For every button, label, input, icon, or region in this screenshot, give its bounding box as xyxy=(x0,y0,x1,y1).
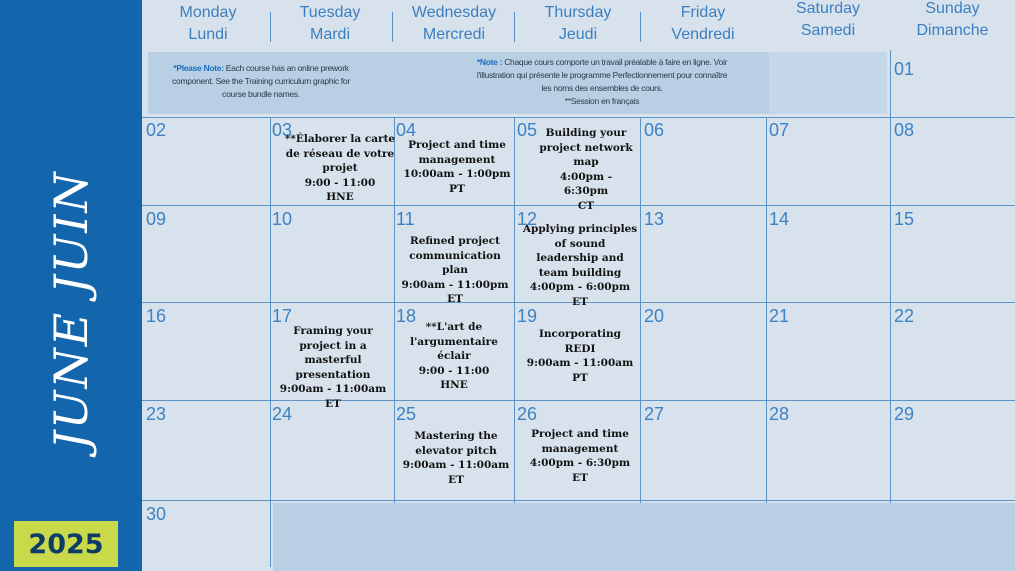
event-time: 9:00am - 11:00am xyxy=(526,357,634,369)
sidebar xyxy=(0,0,142,571)
event-title: Framing your project in a masterful presentation xyxy=(293,325,373,381)
event-timezone: ET xyxy=(572,471,588,484)
grid-line xyxy=(766,117,767,503)
event-title: **L'art de l'argumentaire éclair xyxy=(410,321,498,362)
event-title: Project and time management xyxy=(408,139,506,166)
year-badge: 2025 xyxy=(14,521,118,567)
date-number: 13 xyxy=(644,209,665,229)
header-separator xyxy=(514,12,515,42)
event-jun-18[interactable] xyxy=(398,320,510,393)
header-monday xyxy=(148,0,268,50)
event-title: Applying principles of sound leadership and team building xyxy=(522,223,638,279)
event-timezone: CT xyxy=(577,199,595,212)
date-number: 01 xyxy=(894,59,915,79)
date-number: 04 xyxy=(396,120,417,140)
date-number: 21 xyxy=(769,306,790,326)
header-en: Friday xyxy=(680,4,726,21)
event-timezone: HNE xyxy=(440,379,468,391)
event-time: 4:00pm - 6:30pm xyxy=(529,457,631,469)
note-label: *Note : xyxy=(476,57,503,67)
month-label: JUNE JUIN xyxy=(44,170,98,450)
header-separator xyxy=(270,12,271,42)
date-number: 17 xyxy=(272,306,293,326)
header-fr: Vendredi xyxy=(671,26,735,43)
event-timezone: HNE xyxy=(326,191,354,203)
calendar-grid xyxy=(142,0,1015,571)
header-separator xyxy=(640,12,641,42)
header-separator xyxy=(392,12,393,42)
event-jun-11[interactable] xyxy=(398,234,512,307)
date-number: 06 xyxy=(644,120,665,140)
event-time: 9:00am - 11:00am xyxy=(402,459,510,471)
header-fr: Mercredi xyxy=(422,26,486,43)
event-jun-25[interactable] xyxy=(400,429,512,487)
date-number: 29 xyxy=(894,404,915,424)
event-time: 4:00pm - 6:00pm xyxy=(529,281,631,293)
date-number: 30 xyxy=(146,504,167,524)
header-fr: Mardi xyxy=(309,26,350,43)
date-number: 18 xyxy=(396,306,417,326)
event-jun-12[interactable] xyxy=(522,222,638,309)
event-timezone: PT xyxy=(449,182,465,195)
event-title: Building your project network map xyxy=(539,127,633,168)
header-en: Monday xyxy=(179,4,237,21)
notes-band-saturday xyxy=(769,52,887,114)
date-number: 28 xyxy=(769,404,790,424)
event-jun-19[interactable] xyxy=(522,327,638,385)
date-number: 02 xyxy=(146,120,167,140)
event-jun-05[interactable] xyxy=(536,126,636,213)
event-time: 9:00am - 11:00am ET xyxy=(279,383,387,410)
date-number: 07 xyxy=(769,120,790,140)
event-title: Refined project communication plan xyxy=(409,235,501,276)
event-timezone: ET xyxy=(447,293,463,305)
event-title: **Élaborer la carte de réseau de votre projet xyxy=(284,133,396,174)
date-number: 20 xyxy=(644,306,665,326)
header-fr: Dimanche xyxy=(916,22,989,39)
date-number: 19 xyxy=(517,306,538,326)
note-text: Chaque cours comporte un travail préalable à faire en ligne. Voir l'illustration qui présente le programme Perfectionnement pour connaître les noms des ensembles de cours. xyxy=(476,57,728,93)
event-title: Incorporating REDI xyxy=(539,328,621,355)
header-wednesday xyxy=(392,0,516,50)
date-number: 26 xyxy=(517,404,538,424)
header-tuesday xyxy=(268,0,392,50)
header-thursday xyxy=(516,0,640,50)
event-time: 4:00pm - 6:30pm xyxy=(559,170,613,197)
date-number: 24 xyxy=(272,404,293,424)
note-french xyxy=(472,56,732,108)
date-number: 14 xyxy=(769,209,790,229)
grid-line xyxy=(640,117,641,503)
date-number: 08 xyxy=(894,120,915,140)
header-en: Sunday xyxy=(925,0,980,17)
date-number: 09 xyxy=(146,209,167,229)
note-english xyxy=(162,62,360,101)
note-label: *Please Note: xyxy=(173,63,224,73)
event-title: Mastering the elevator pitch xyxy=(414,430,498,457)
event-time: 9:00 - 11:00 xyxy=(304,176,376,189)
grid-line xyxy=(514,117,515,503)
date-number: 22 xyxy=(894,306,915,326)
note-text: Each course has an online prework component. See the Training curriculum graphic for course bundle names. xyxy=(172,63,350,99)
date-number: 10 xyxy=(272,209,293,229)
grid-line xyxy=(270,117,271,567)
header-fr: Samedi xyxy=(800,22,856,39)
event-jun-26[interactable] xyxy=(524,427,636,485)
event-time: 10:00am - 1:00pm xyxy=(403,168,511,180)
date-number: 03 xyxy=(272,120,293,140)
date-number: 15 xyxy=(894,209,915,229)
header-fr: Lundi xyxy=(188,26,228,43)
date-number: 25 xyxy=(396,404,417,424)
header-en: Thursday xyxy=(544,4,612,21)
event-jun-17[interactable] xyxy=(274,324,392,411)
header-en: Wednesday xyxy=(411,4,497,21)
grid-line xyxy=(142,500,1015,501)
header-friday xyxy=(640,0,766,50)
event-timezone: PT xyxy=(572,371,588,384)
event-timezone: ET xyxy=(448,473,464,486)
date-number: 11 xyxy=(396,209,415,229)
header-sunday xyxy=(890,0,1015,46)
grid-line xyxy=(142,400,1015,401)
date-number: 16 xyxy=(146,306,167,326)
event-jun-03[interactable] xyxy=(284,132,396,205)
event-time: 9:00 - 11:00 xyxy=(418,364,490,377)
event-timezone: ET xyxy=(572,295,588,308)
header-fr: Jeudi xyxy=(558,26,598,43)
date-number: 27 xyxy=(644,404,665,424)
header-en: Saturday xyxy=(795,0,861,17)
event-title: Project and time management xyxy=(531,428,629,455)
empty-week-band xyxy=(273,503,1015,571)
grid-line xyxy=(890,50,891,503)
date-number: 23 xyxy=(146,404,167,424)
date-number: 12 xyxy=(517,209,538,229)
event-jun-04[interactable] xyxy=(402,138,512,196)
note-session: **Session en français xyxy=(564,96,640,106)
grid-line xyxy=(142,117,1015,118)
header-saturday xyxy=(766,0,890,46)
event-time: 9:00am - 11:00pm xyxy=(401,278,509,291)
date-number: 05 xyxy=(517,120,538,140)
header-en: Tuesday xyxy=(299,4,361,21)
